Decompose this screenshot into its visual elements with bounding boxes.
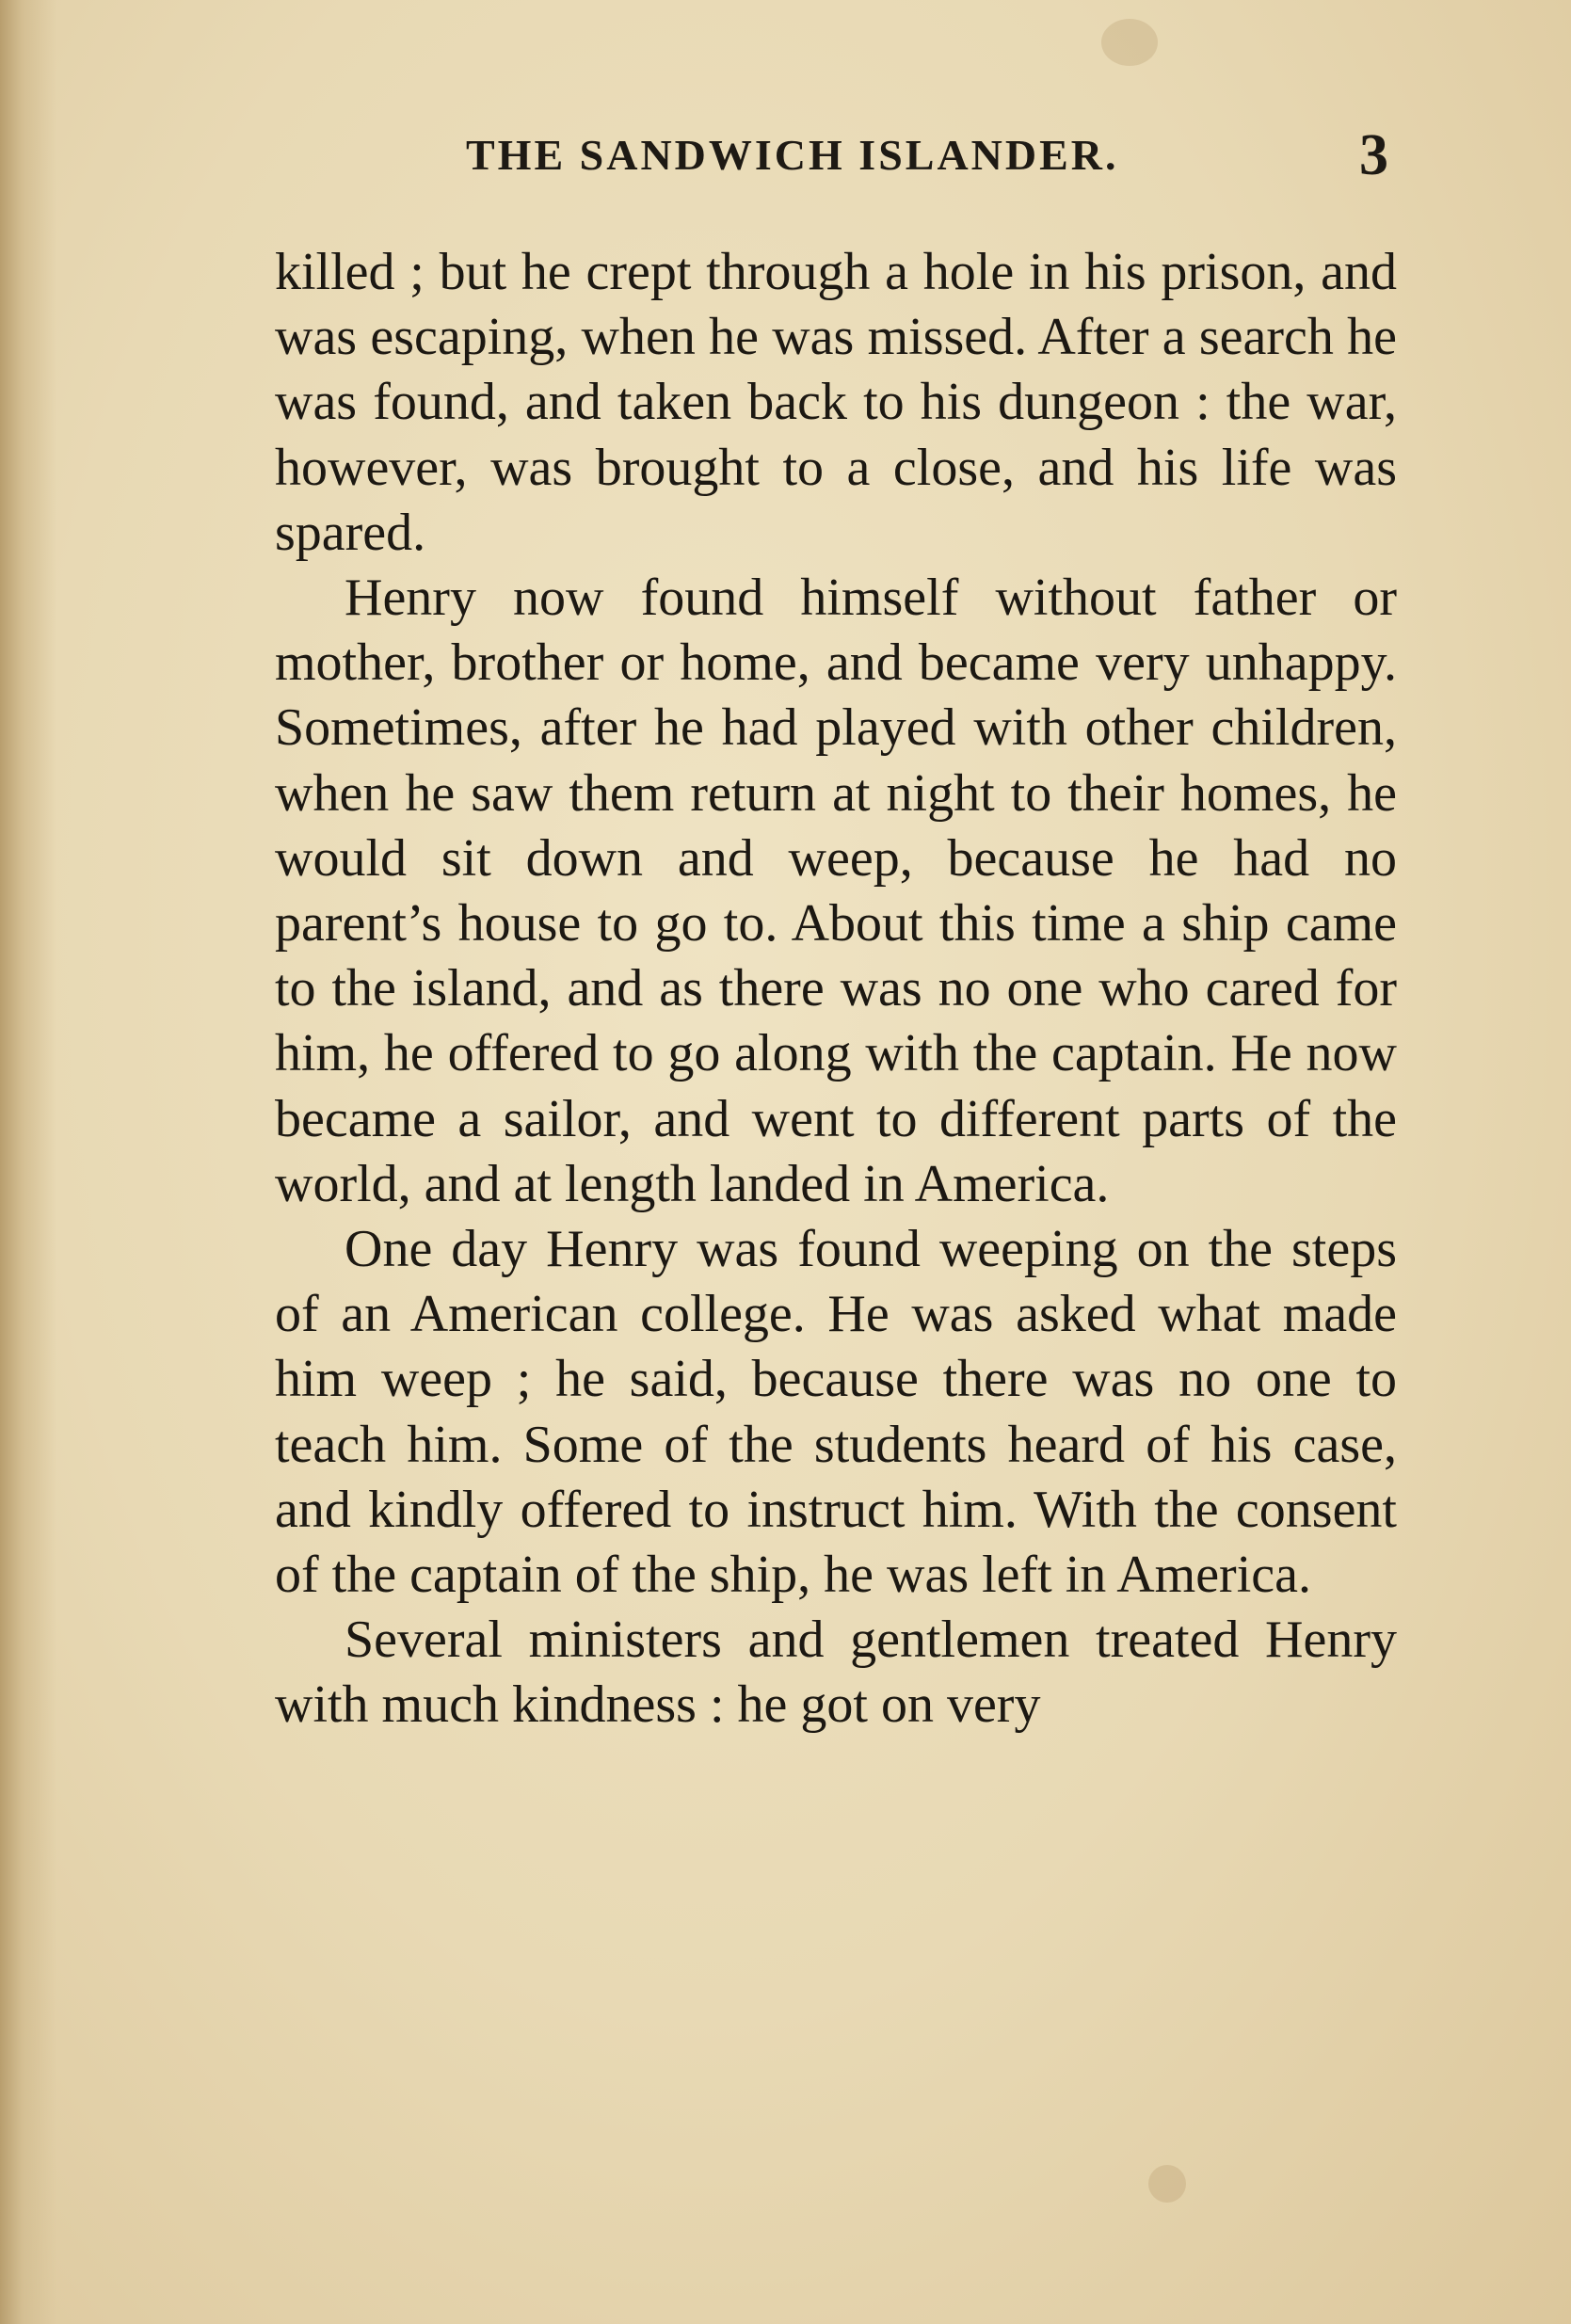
paragraph-2: Henry now found himself without father or mother, brother or home, and became very unhappy. Sometimes, after he had played with other children, when he saw them return at night to their homes, he would sit down and weep, because he had no parent’s house to go to. About this time a ship came to the island, and as there was no one who cared for him, he offered to go along with the captain. He now became a sailor, and went to different parts of the world, and at length landed in America. — [275, 569, 1397, 1213]
page-spine-shadow — [0, 0, 56, 2324]
paragraph-4: Several ministers and gentlemen treated Henry with much kindness : he got on very — [275, 1611, 1397, 1735]
page-header — [273, 122, 1388, 198]
body-text — [275, 240, 1397, 1739]
page-number: 3 — [1359, 123, 1388, 187]
paragraph-1: killed ; but he crept through a hole in his prison, and was escaping, when he was missed. After a search he was found, and taken back to his dungeon : the war, however, was brought to a close, and his life was spared. — [275, 243, 1397, 562]
paragraph-3: One day Henry was found weeping on the steps of an American college. He was asked what made him weep ; he said, because there was no one to teach him. Some of the students heard of his case, and kindly offered to instruct him. With the consent of the captain of the ship, he was left in America. — [275, 1220, 1397, 1605]
paper-stain — [1101, 19, 1158, 66]
paper-stain — [1148, 2165, 1186, 2203]
running-head: THE SANDWICH ISLANDER. — [466, 131, 1119, 179]
